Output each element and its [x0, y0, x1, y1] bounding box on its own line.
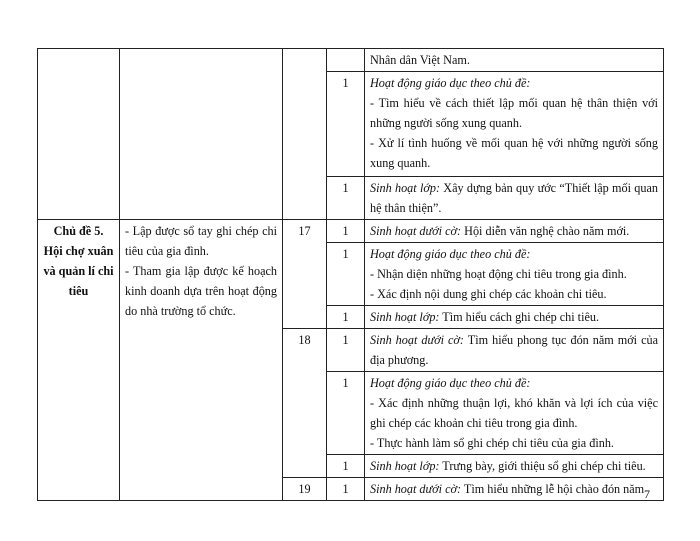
topic-title: Chủ đề 5.	[53, 224, 104, 238]
goal-cell-prev	[120, 49, 283, 220]
periods-cell: 1	[327, 306, 365, 329]
activity-cell: Nhân dân Việt Nam.	[365, 49, 664, 72]
periods-cell: 1	[327, 243, 365, 306]
activity-cell	[365, 372, 664, 455]
activity-cell: Sinh hoạt dưới cờ: Tìm hiểu những lễ hội chào đón năm	[365, 478, 664, 501]
periods-cell: 1	[327, 478, 365, 501]
topic-cell	[38, 220, 120, 501]
activity-label: Hoạt động giáo dục theo chủ đề:	[370, 247, 531, 261]
periods-cell: 1	[327, 220, 365, 243]
goal-cell	[120, 220, 283, 501]
periods-cell: 1	[327, 177, 365, 220]
activity-line: - Tìm hiểu về cách thiết lập mối quan hệ thân thiện với những người sống xung quanh.	[370, 96, 658, 130]
topic-title: Hội chợ xuân	[43, 244, 114, 258]
periods-cell	[327, 49, 365, 72]
activity-line: - Thực hành làm sổ ghi chép chi tiêu của gia đình.	[370, 436, 614, 450]
periods-cell: 1	[327, 329, 365, 372]
goal-item: - Tham gia lập được kế hoạch kinh doanh dựa trên hoạt động do nhà trường tổ chức.	[125, 264, 277, 318]
week-cell: 18	[283, 329, 327, 478]
topic-title: và quản lí chi	[43, 264, 114, 278]
activity-label: Hoạt động giáo dục theo chủ đề:	[370, 76, 531, 90]
periods-cell: 1	[327, 72, 365, 177]
activity-cell: Sinh hoạt dưới cờ: Tìm hiểu phong tục đón năm mới của địa phương.	[365, 329, 664, 372]
topic-cell-prev	[38, 49, 120, 220]
activity-cell: Sinh hoạt lớp: Xây dựng bản quy ước “Thiết lập mối quan hệ thân thiện”.	[365, 177, 664, 220]
week-cell: 17	[283, 220, 327, 329]
activity-cell	[365, 243, 664, 306]
activity-line: - Nhận diện những hoạt động chi tiêu trong gia đình.	[370, 267, 627, 281]
goal-item: - Lập được sổ tay ghi chép chi tiêu của gia đình.	[125, 224, 277, 258]
topic-title: tiêu	[68, 284, 89, 298]
activity-line: - Xác định nội dung ghi chép các khoản chi tiêu.	[370, 287, 607, 301]
week-cell: 19	[283, 478, 327, 501]
table-row	[38, 49, 664, 72]
periods-cell: 1	[327, 372, 365, 455]
activity-cell: Sinh hoạt lớp: Tìm hiểu cách ghi chép chi tiêu.	[365, 306, 664, 329]
activity-line: - Xác định những thuận lợi, khó khăn và lợi ích của việc ghi chép các khoản chi tiêu trong gia đình.	[370, 396, 658, 430]
activity-label: Hoạt động giáo dục theo chủ đề:	[370, 376, 531, 390]
week-cell-prev	[283, 49, 327, 220]
activity-cell: Sinh hoạt lớp: Trưng bày, giới thiệu sổ ghi chép chi tiêu.	[365, 455, 664, 478]
table-row	[38, 220, 664, 243]
activity-cell	[365, 72, 664, 177]
activity-line: - Xử lí tình huống về mối quan hệ với những người sống xung quanh.	[370, 136, 658, 170]
page-number: 7	[644, 487, 650, 501]
periods-cell: 1	[327, 455, 365, 478]
lesson-plan-table	[37, 48, 664, 501]
activity-cell: Sinh hoạt dưới cờ: Hội diễn văn nghệ chào năm mới.	[365, 220, 664, 243]
